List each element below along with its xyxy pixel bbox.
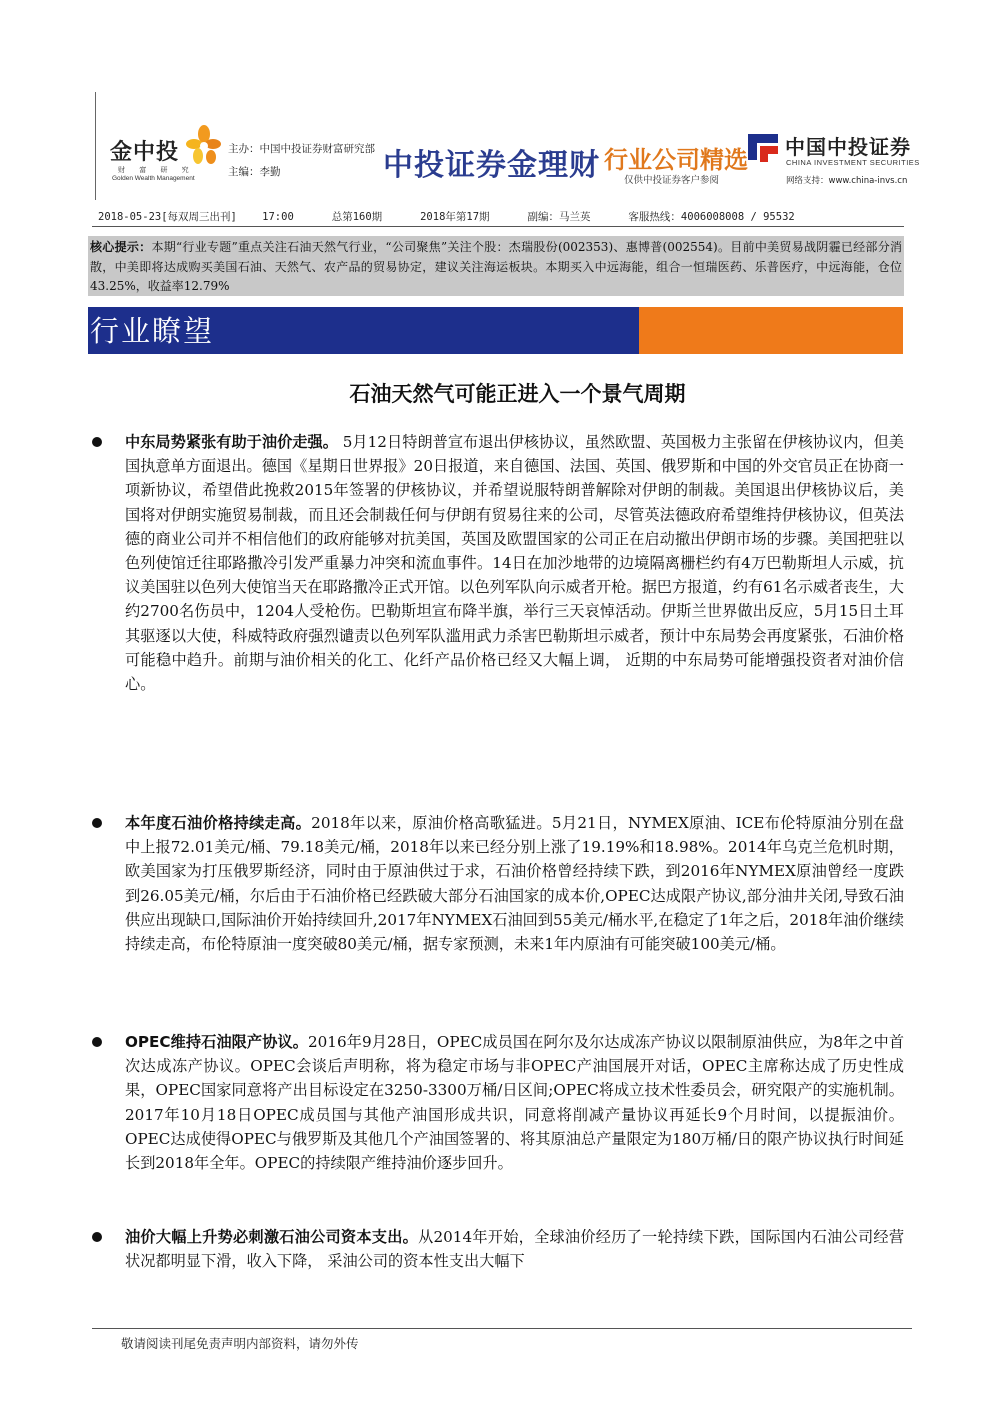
paragraph-lead: 中东局势紧张有助于油价走强。 [125, 433, 338, 451]
paragraph-body: 2016年9月28日，OPEC成员国在阿尔及尔达成冻产协议以限制原油供应，为8年之中首次达成冻产协议。OPEC会谈后声明称，将为稳定市场与非OPEC产油国展开对话，OPEC主席称达成了历史性成果，OPEC国家同意将产出目标设定在3250-3300万桶/日区间;OPEC将成立技术性委员会，研究限产的实施机制。2017年10月18日OPEC成员国与其他产油国形成共识，同意将削减产量协议再延长9个月时间，以提振油价。OPEC达成使得OPEC与俄罗斯及其他几个产油国签署的、将其原油总产量限定为180万桶/日的限产协议执行时间延长到2018年全年。OPEC的持续限产维持油价逐步回升。 [125, 1033, 905, 1173]
paragraph-body: 从2014年开始，全球油价经历了一轮持续下跌，国际国内石油公司经营状况都明显下滑，收入下降， 采油公司的资本性支出大幅下 [125, 1228, 905, 1271]
article-paragraph [125, 1030, 904, 1175]
editor-text: 主编：李勤 [228, 166, 281, 178]
article-paragraph [125, 1225, 904, 1273]
cis-logo-icon [746, 130, 780, 164]
article-title: 石油天然气可能正进入一个景气周期 [349, 382, 686, 406]
paragraph-lead: 本年度石油价格持续走高。 [125, 814, 312, 832]
issue-date: 2018-05-23[每双周三出刊] [98, 211, 237, 223]
issue-total: 总第160期 [331, 211, 383, 223]
issue-info-line [98, 209, 795, 224]
section-banner-orange [639, 307, 903, 354]
summary-box [88, 236, 904, 296]
bullet-icon [92, 1037, 102, 1047]
paragraph-lead: 油价大幅上升势必刺激石油公司资本支出。 [125, 1228, 419, 1246]
cis-website: 网络支持：www.china-invs.cn [786, 176, 908, 186]
cis-brand-en: CHINA INVESTMENT SECURITIES [786, 158, 920, 167]
logo-left-en: Golden Wealth Management [112, 175, 195, 182]
footer-rule [92, 1328, 912, 1329]
publication-title: 中投证券金理财 [383, 148, 600, 183]
paragraph-body: 5月12日特朗普宣布退出伊核协议，虽然欧盟、英国极力主张留在伊核协议内，但美国执意单方面退出。德国《星期日世界报》20日报道，来自德国、法国、英国、俄罗斯和中国的外交官员正在协商一项新协议，希望借此挽救2015年签署的伊核协议，并希望说服特朗普解除对伊朗的制裁。美国退出伊核协议后，美国将对伊朗实施贸易制裁，而且还会制裁任何与伊朗有贸易往来的公司，尽管英法德政府希望维持伊核协议，但英法德的商业公司并不相信他们的政府能够对抗美国，英国及欧盟国家的公司正在启动撤出伊朗市场的步骤。美国把驻以色列使馆迁往耶路撒冷引发严重暴力冲突和流血事件。14日在加沙地带的边境隔离栅栏约有4万巴勒斯坦人示威，抗议美国驻以色列大使馆当天在耶路撒冷正式开馆。以色列军队向示威者开枪。据巴方报道，约有61名示威者丧生，大约2700名伤员中，1204人受枪伤。巴勒斯坦宣布降半旗，举行三天哀悼活动。伊斯兰世界做出反应，5月15日土耳其驱逐以大使，科威特政府强烈谴责以色列军队滥用武力杀害巴勒斯坦示威者，预计中东局势会再度紧张，石油价格可能稳中趋升。前期与油价相关的化工、化纤产品价格已经又大幅上调， 近期的中东局势可能增强投资者对油价信心。 [125, 433, 904, 694]
logo-left-text: 金中投 [110, 140, 180, 165]
article-paragraph [125, 811, 904, 956]
summary-label: 核心提示： [90, 240, 152, 254]
summary-text: 本期“行业专题”重点关注石油天然气行业，“公司聚焦”关注个股：杰瑞股份(002353)、惠博普(002554)。目前中美贸易战阴霾已经部分消散，中美即将达成购买美国石油、天然气、农产品的贸易协定，建议关注海运板块。本期买入中远海能，组合一恒瑞医药、乐普医疗，中远海能，仓位43.25%，收益率12.79% [90, 240, 902, 293]
sponsor-text: 主办：中国中投证券财富研究部 [228, 143, 375, 155]
cis-brand-cn: 中国中投证券 [785, 135, 911, 159]
info-rule [92, 226, 904, 227]
section-title: 行业公司精选 [604, 146, 748, 174]
logo-left-sub: 财 富 研 究 [118, 166, 195, 174]
flower-logo-icon [186, 124, 222, 172]
issue-editor: 副编：马兰英 [527, 211, 591, 223]
hotline: 客服热线：4006008008 / 95532 [628, 211, 795, 223]
section-banner-title: 行业瞭望 [90, 314, 215, 348]
issue-time: 17:00 [262, 211, 294, 223]
audience-note: 仅供中投证券客户参阅 [624, 175, 720, 186]
article-paragraph [125, 430, 904, 696]
footer-disclaimer: 敬请阅读刊尾免责声明内部资料，请勿外传 [121, 1336, 359, 1351]
bullet-icon [92, 818, 102, 828]
paragraph-body: 2018年以来，原油价格高歌猛进。5月21日，NYMEX原油、ICE布伦特原油分别在盘中上报72.01美元/桶、79.18美元/桶，2018年以来已经分别上涨了19.19%和18.98%。2014年乌克兰危机时期，欧美国家为打压俄罗斯经济，同时由于原油供过于求，石油价格曾经持续下跌，到2016年NYMEX原油曾经一度跌到26.05美元/桶，尔后由于石油价格已经跌破大部分石油国家的成本价,OPEC达成限产协议,部分油井关闭,导致石油供应出现缺口,国际油价开始持续回升,2017年NYMEX石油回到55美元/桶水平,在稳定了1年之后，2018年油价继续持续走高，布伦特原油一度突破80美元/桶，据专家预测，未来1年内原油有可能突破100美元/桶。 [125, 814, 904, 954]
bullet-icon [92, 1232, 102, 1242]
header-meta [228, 138, 375, 184]
bullet-icon [92, 437, 102, 447]
header-divider [95, 92, 96, 200]
issue-year: 2018年第17期 [420, 211, 490, 223]
paragraph-lead: OPEC维持石油限产协议。 [125, 1033, 308, 1051]
